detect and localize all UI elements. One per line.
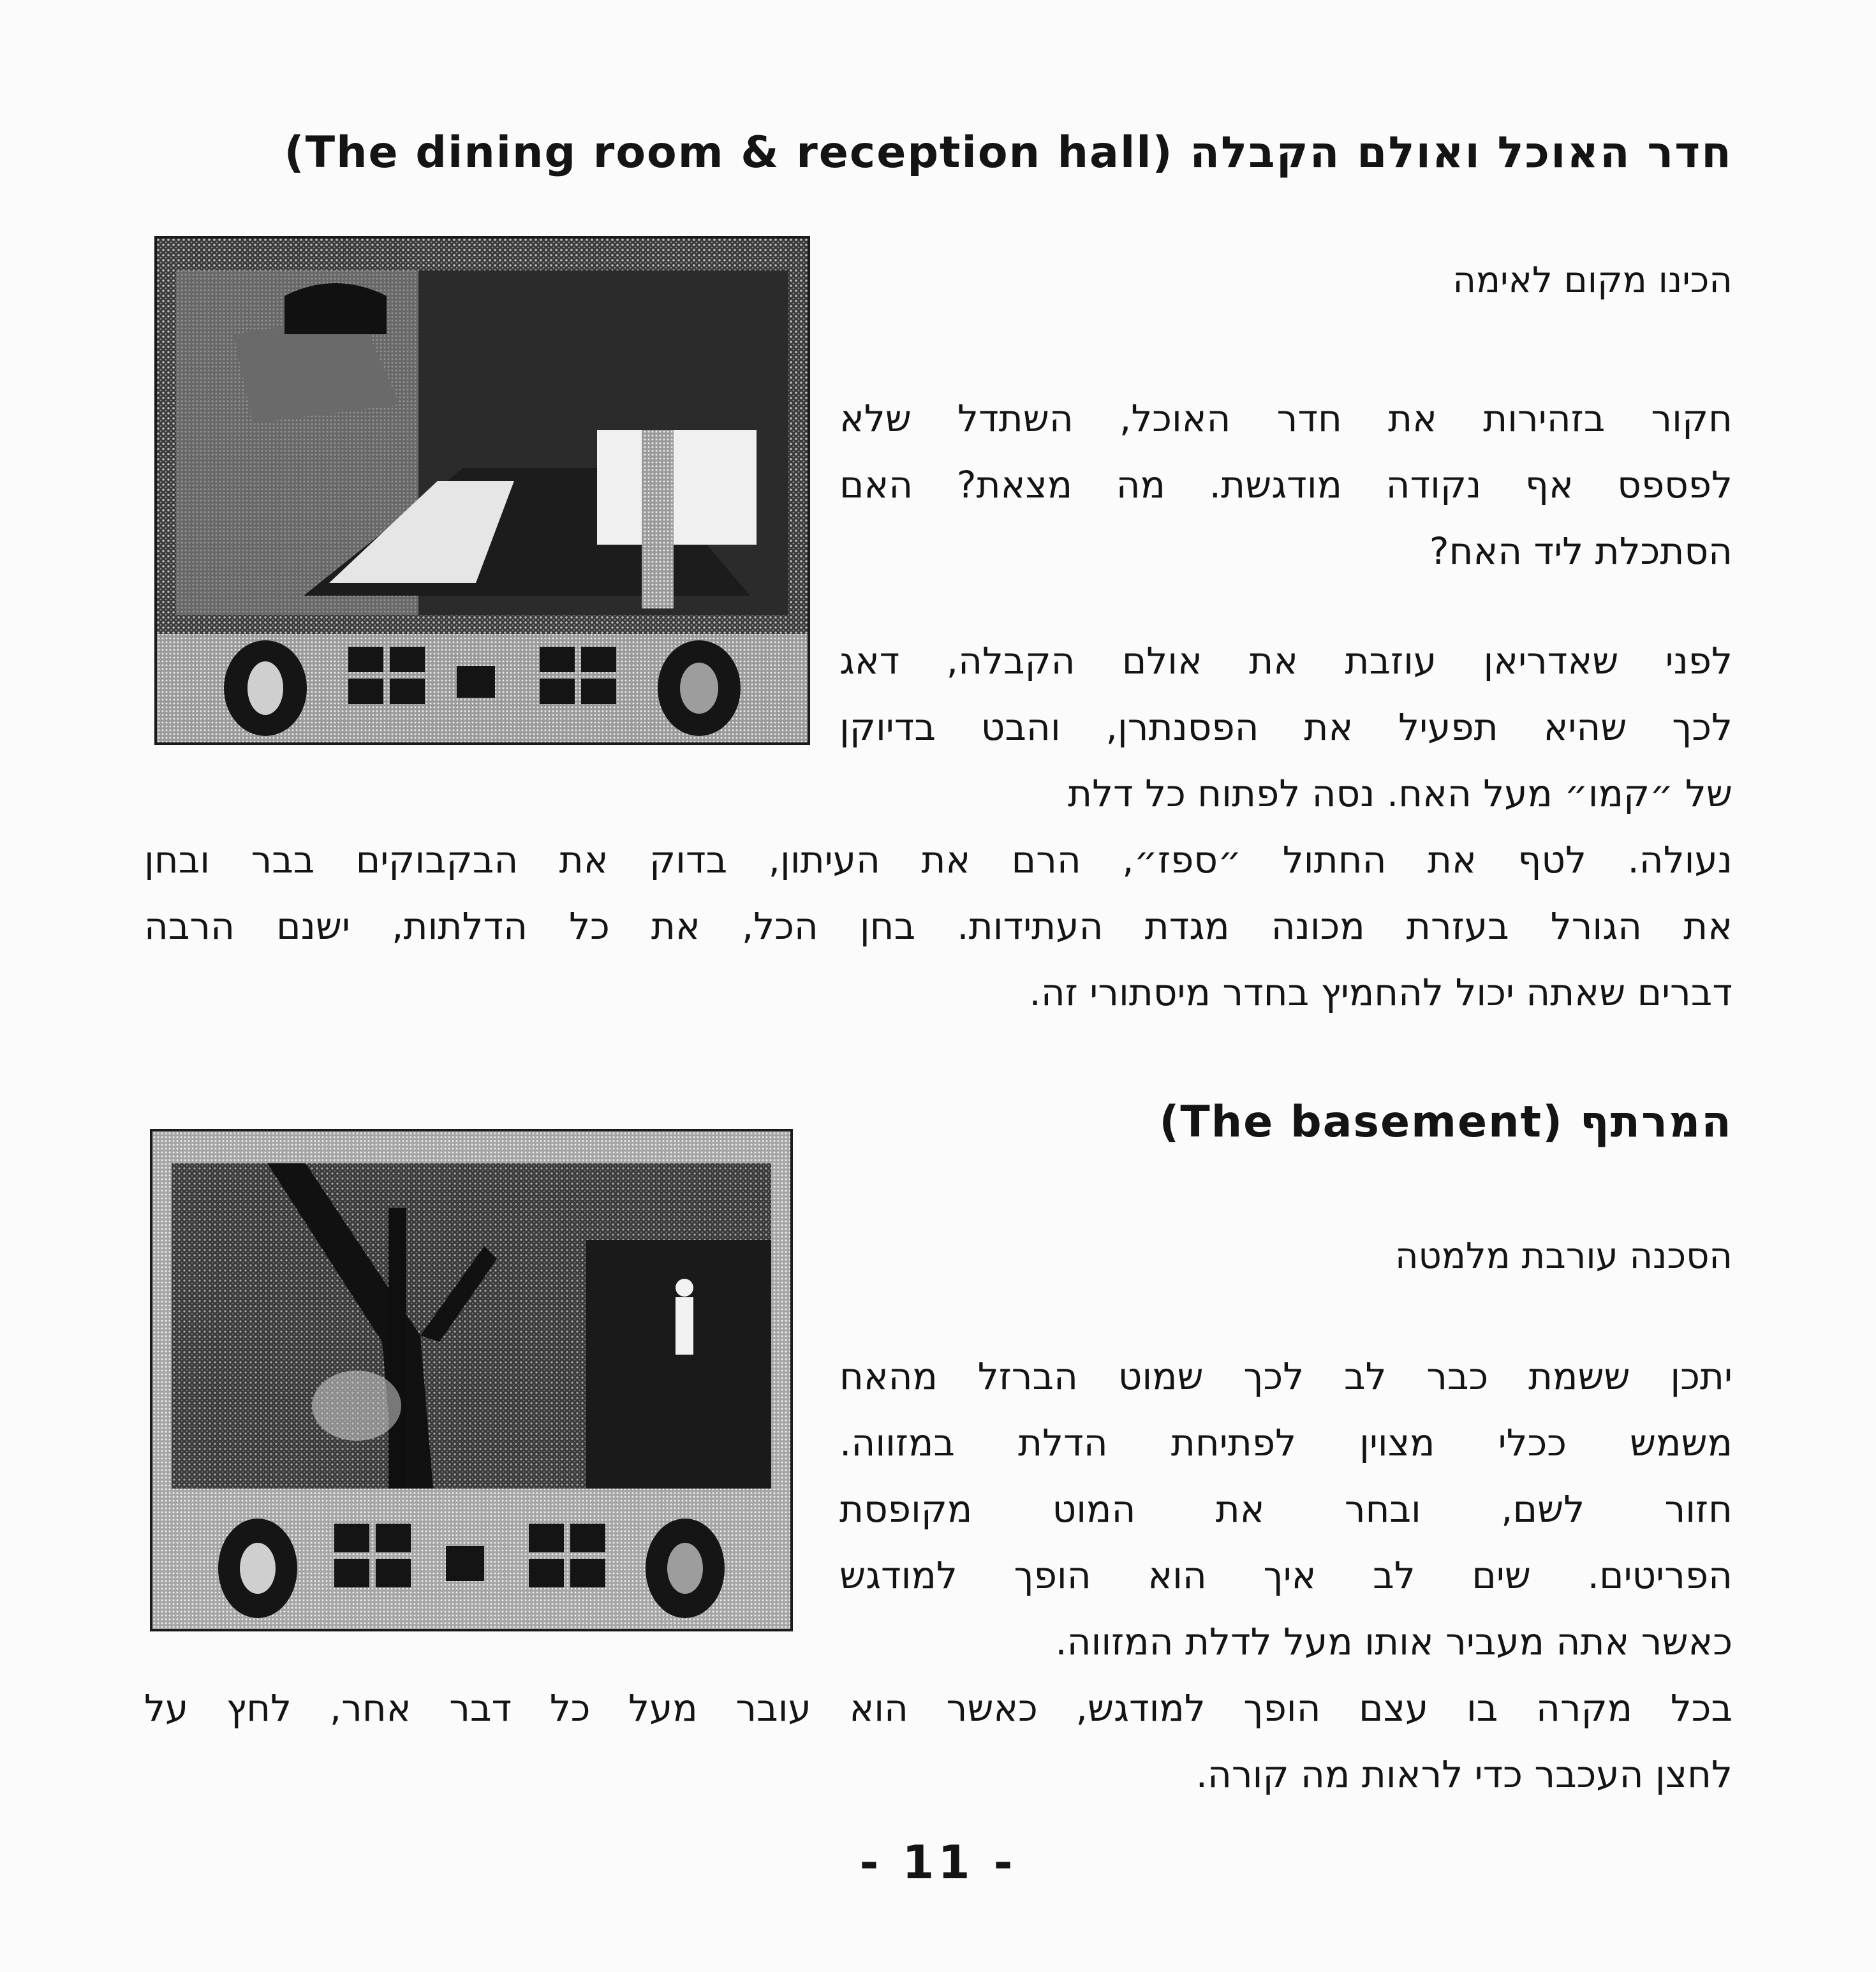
text-line: הסתכלת ליד האח? — [1429, 529, 1732, 573]
heading-english: (The dining room & reception hall) — [284, 128, 1174, 178]
text-line: נעולה. לטף את החתול ״ספז״, הרם את העיתון, בדוק את הבקבוקים בבר ובחן — [144, 838, 1732, 881]
text-line: כאשר אתה מעביר אותו מעל לדלת המזווה. — [1055, 1620, 1732, 1663]
text-line: חקור בזהירות את חדר האוכל, השתדל שלא — [839, 397, 1732, 440]
page-number: - 11 - — [859, 1836, 1017, 1889]
text-line: של ״קמו״ מעל האח. נסה לפתוח כל דלת — [1067, 772, 1732, 815]
text-line: בכל מקרה בו עצם הופך למודגש, כאשר הוא עובר מעל כל דבר אחר, לחץ על — [144, 1686, 1732, 1730]
paragraph — [839, 385, 1732, 584]
text-line: דברים שאתה יכול להחמיץ בחדר מיסתורי זה. — [1029, 971, 1732, 1014]
text-line: לפספס אף נקודה מודגשת. מה מצאת? האם — [839, 463, 1732, 506]
text-line: את הגורל בעזרת מכונה מגדת העתידות. בחן הכל, את כל הדלתות, ישנם הרבה — [144, 904, 1732, 948]
section-heading-basement — [1159, 1097, 1732, 1148]
text-line: לפני שאדריאן עוזבת את אולם הקבלה, דאג — [839, 639, 1732, 682]
paragraph — [144, 628, 1732, 1026]
section-subheading: הכינו מקום לאימה — [1452, 260, 1732, 301]
heading-english: (The basement) — [1159, 1097, 1564, 1147]
text-line: חזור לשם, ובחר את המוט מקופסת — [839, 1487, 1732, 1531]
section-heading-dining-room — [284, 128, 1732, 179]
text-line: לחצן העכבר כדי לראות מה קורה. — [1195, 1753, 1732, 1796]
section-subheading: הסכנה עורבת מלמטה — [1394, 1235, 1732, 1277]
paragraph — [144, 1343, 1732, 1807]
text-line: יתכן ששמת כבר לב לכך שמוט הברזל מהאח — [839, 1355, 1732, 1398]
text-line: לכך שהיא תפעיל את הפסנתרן, והבט בדיוקן — [839, 705, 1732, 749]
text-line: הפריטים. שים לב איך הוא הופך למודגש — [839, 1554, 1732, 1597]
heading-hebrew: חדר האוכל ואולם הקבלה — [1190, 128, 1732, 178]
text-line: משמש ככלי מצוין לפתיחת הדלת במזווה. — [839, 1421, 1732, 1464]
heading-hebrew: המרתף — [1579, 1097, 1732, 1147]
